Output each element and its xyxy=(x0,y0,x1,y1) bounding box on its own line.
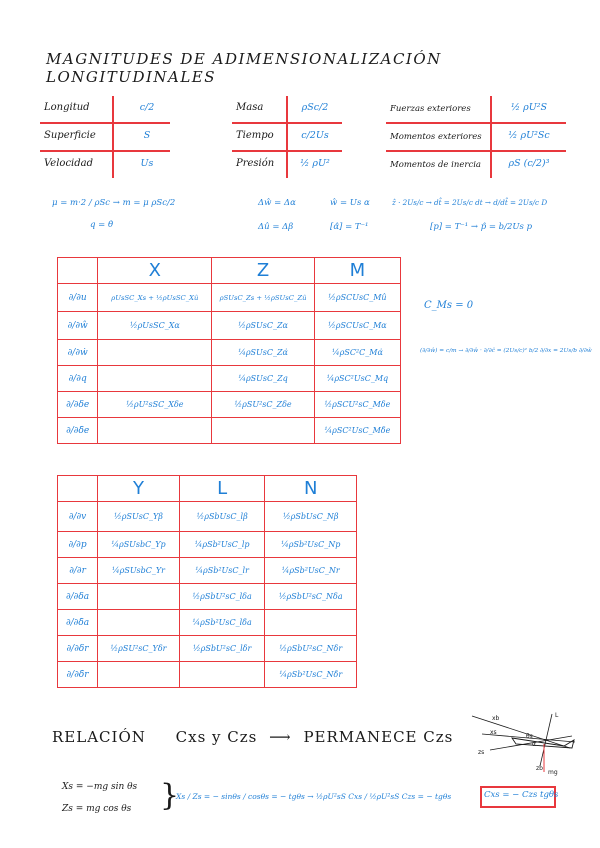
adim-value: ½ ρU² xyxy=(300,158,330,169)
row-derivative: ∂/∂δ̇r xyxy=(58,662,98,688)
table-cell: ½ρSCU²sC_Mδe xyxy=(314,392,400,418)
row-derivative: ∂/∂p xyxy=(58,532,98,558)
column-header: M xyxy=(314,258,400,284)
table-cell: ¼ρSC²C_Mα̇ xyxy=(314,340,400,366)
xb-axis xyxy=(472,716,570,748)
table-cell: ½ρSCUsC_Mû xyxy=(314,284,400,312)
longitudinal-derivatives-table xyxy=(57,257,401,444)
adim-label: Fuerzas exteriores xyxy=(390,104,471,114)
table-cell: ½ρSCUsC_Mα xyxy=(314,312,400,340)
result-equation: Cxs = − Czs tgθs xyxy=(484,790,559,800)
grid-line xyxy=(386,122,566,124)
table-cell: ½ρSU²sC_Zδe xyxy=(212,392,314,418)
fig-label: zs xyxy=(478,749,485,756)
table-cell: ½ρSbU²sC_Nδa xyxy=(265,584,357,610)
table-cell: ½ρUsSC_Xα xyxy=(98,312,212,340)
equation-cms: C_Ms = 0 xyxy=(424,300,474,311)
table-cell: ¼ρSb²UsC_lp xyxy=(179,532,265,558)
adim-value: ρS (c/2)³ xyxy=(508,158,550,169)
aircraft-forces-diagram xyxy=(460,708,590,778)
adim-label: Superficie xyxy=(44,130,96,141)
table-cell: ¼ρSUsbC_Yp xyxy=(98,532,180,558)
header-corner xyxy=(58,258,98,284)
adim-label: Velocidad xyxy=(44,158,94,169)
row-derivative: ∂/∂ẇ xyxy=(58,340,98,366)
table-cell: ¼ρSb²UsC_lδ̇a xyxy=(179,610,265,636)
adim-group-3 xyxy=(386,96,566,178)
table-cell: ½ρU²sSC_Xδe xyxy=(98,392,212,418)
table-cell: ½ρSUsC_Yβ xyxy=(98,502,180,532)
row-derivative: ∂/∂δa xyxy=(58,584,98,610)
equation-time: ẑ · 2Us/c → dt̂ = 2Us/c dt → d/dt̂ = 2Us/c D xyxy=(392,198,548,207)
table-cell xyxy=(265,610,357,636)
relation-heading-c: PERMANECE Czs xyxy=(303,728,454,746)
equation-dw: Δŵ = Δα xyxy=(258,198,296,208)
table-cell: ¼ρSUsC_Zq xyxy=(212,366,314,392)
equation-alpha: [α̂] = T⁻¹ xyxy=(330,222,369,232)
column-header: L xyxy=(179,476,265,502)
row-derivative: ∂/∂u xyxy=(58,284,98,312)
fig-label: θs xyxy=(526,733,533,740)
grid-line xyxy=(112,96,114,178)
table-cell: ¼ρSb²UsC_Nδ̇r xyxy=(265,662,357,688)
table-cell: ½ρSbU²sC_lδa xyxy=(179,584,265,610)
adim-group-1 xyxy=(40,96,170,178)
row-derivative: ∂/∂r xyxy=(58,558,98,584)
grid-line xyxy=(40,122,170,124)
ratio-equation: Xs / Zs = − sinθs / cosθs = − tgθs → ½ρU²sS Cxs / ½ρU²sS Czs = − tgθs xyxy=(176,792,452,801)
table-cell xyxy=(98,662,180,688)
adim-group-2 xyxy=(232,96,342,178)
table-cell xyxy=(98,610,180,636)
adim-label: Momentos exteriores xyxy=(390,132,482,142)
table-cell: ½ρSbUsC_lβ xyxy=(179,502,265,532)
table-cell: ¼ρSb²UsC_Nr xyxy=(265,558,357,584)
lateral-derivatives-table xyxy=(57,475,357,688)
adim-label: Masa xyxy=(236,102,264,113)
row-derivative: ∂/∂v xyxy=(58,502,98,532)
relation-heading-a: RELACIÓN xyxy=(52,728,146,746)
equation-du: Δû = Δβ xyxy=(258,222,294,232)
row-derivative: ∂/∂δr xyxy=(58,636,98,662)
page-title: MAGNITUDES DE ADIMENSIONALIZACIÓN LONGITUDINALES xyxy=(46,50,442,86)
relation-heading-b: Cxs y Czs xyxy=(175,728,258,746)
column-header: X xyxy=(98,258,212,284)
x-force-equation: Xs = −mg sin θs xyxy=(62,782,138,792)
table-cell xyxy=(212,418,314,444)
fig-label: mg xyxy=(548,769,558,776)
grid-line xyxy=(386,150,566,152)
row-derivative: ∂/∂q xyxy=(58,366,98,392)
table-cell: ¼ρSC²UsC_Mq xyxy=(314,366,400,392)
adim-value: c/2 xyxy=(139,102,155,113)
header-corner xyxy=(58,476,98,502)
adim-label: Momentos de inercia xyxy=(390,160,481,170)
column-header: Y xyxy=(98,476,180,502)
adim-value: ρSc/2 xyxy=(301,102,329,113)
column-header: Z xyxy=(212,258,314,284)
z-force-equation: Zs = mg cos θs xyxy=(62,804,132,814)
table-cell: ½ρSbU²sC_lδr xyxy=(179,636,265,662)
table-cell: ¼ρSb²UsC_Np xyxy=(265,532,357,558)
fig-label: xb xyxy=(492,715,500,722)
table-cell: ρUsSC_Xs + ½ρUsSC_Xû xyxy=(98,284,212,312)
equation-w: ŵ = Us α xyxy=(330,198,370,208)
row-derivative: ∂/∂δ̇a xyxy=(58,610,98,636)
table-cell xyxy=(98,584,180,610)
adim-value: ½ ρU²S xyxy=(510,102,548,113)
table-cell: ½ρSUsC_Zα xyxy=(212,312,314,340)
equation-mass: μ = m·2 / ρSc → m = μ ρSc/2 xyxy=(52,198,176,208)
table-cell: ρSUsC_Zs + ½ρSUsC_Zû xyxy=(212,284,314,312)
table-cell: ½ρSbUsC_Nβ xyxy=(265,502,357,532)
table-cell: ¼ρSUsbC_Yr xyxy=(98,558,180,584)
grid-line xyxy=(40,150,170,152)
table-cell: ¼ρSC²UsC_Mδ̇e xyxy=(314,418,400,444)
adim-label: Presión xyxy=(236,158,275,169)
adim-value: c/2Us xyxy=(301,130,329,141)
adim-value: Us xyxy=(140,158,154,169)
relation-heading xyxy=(52,728,453,746)
row-derivative: ∂/∂ŵ xyxy=(58,312,98,340)
grid-line xyxy=(286,96,288,178)
equation-p: [p] = T⁻¹ → p̂ = b/2Us p xyxy=(430,222,533,232)
arrow-icon: ⟶ xyxy=(269,728,292,746)
table-cell: ¼ρSUsC_Zα̇ xyxy=(212,340,314,366)
equation-q: q = θ̇ xyxy=(90,220,114,230)
table-cell: ½ρSbU²sC_Nδr xyxy=(265,636,357,662)
table-cell xyxy=(98,340,212,366)
table-cell xyxy=(98,366,212,392)
adim-value: S xyxy=(143,130,151,141)
grid-line xyxy=(490,96,492,178)
table-cell: ½ρSU²sC_Yδr xyxy=(98,636,180,662)
adim-label: Longitud xyxy=(44,102,90,113)
fig-label: zb xyxy=(536,765,543,772)
equation-derivative-scale: (∂/∂ŵ) = c/m → ∂/∂ŵ · ∂/∂ĉ = (2Us/c)² b/2 ∂/∂x = 2Us/b ∂/∂ŵ xyxy=(420,348,592,354)
row-derivative: ∂/∂δ̇e xyxy=(58,418,98,444)
row-derivative: ∂/∂δe xyxy=(58,392,98,418)
column-header: N xyxy=(265,476,357,502)
table-cell xyxy=(98,418,212,444)
fig-label: xs xyxy=(490,729,497,736)
adim-value: ½ ρU²Sc xyxy=(508,130,550,141)
table-cell: ¼ρSb²UsC_lr xyxy=(179,558,265,584)
fig-label: α xyxy=(532,741,536,748)
adim-label: Tiempo xyxy=(236,130,274,141)
brace-icon: } xyxy=(160,778,180,813)
fig-label: L xyxy=(555,712,559,719)
table-cell xyxy=(179,662,265,688)
